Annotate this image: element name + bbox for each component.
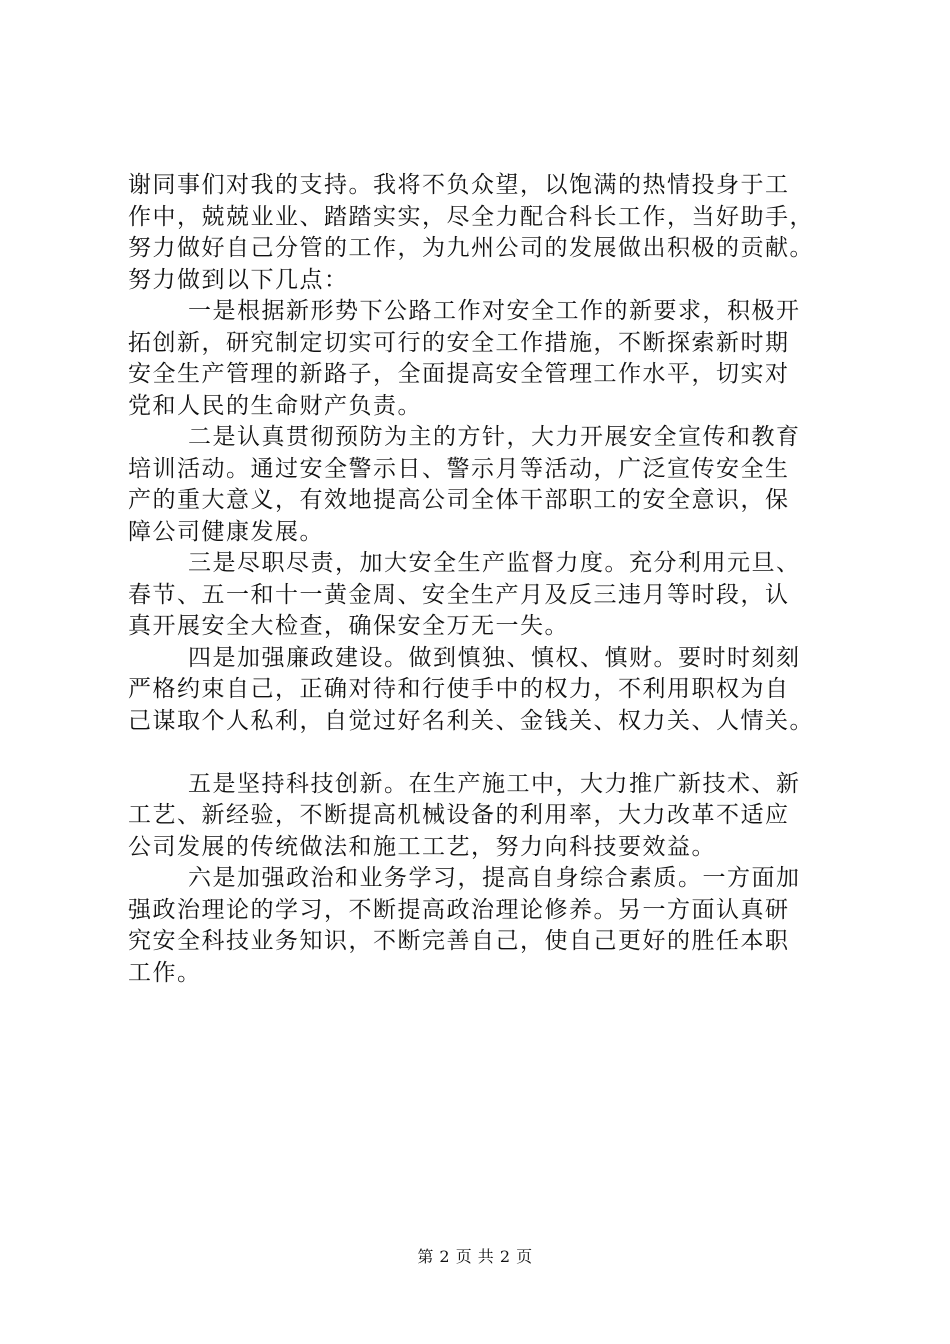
text-line: 严格约束自己，正确对待和行使手中的权力，不利用职权为自 [128,676,790,702]
text-line: 培训活动。通过安全警示日、警示月等活动，广泛宣传安全生 [128,455,790,482]
paragraph-gap [128,737,840,769]
text-line: 产的重大意义，有效地提高公司全体干部职工的安全意识，保 [128,487,790,513]
paragraph-2-line: 二是认真贯彻预防为主的方针，大力开展安全宣传和教育 [188,424,801,450]
paragraph-3-line: 三是尽职尽责，加大安全生产监督力度。充分利用元旦、 [188,550,801,576]
text-line: 工作。 [128,959,202,986]
paragraph-4-line: 四是加强廉政建设。做到慎独、慎权、慎财。要时时刻刻 [188,644,801,671]
paragraph-6-line: 六是加强政治和业务学习，提高自身综合素质。一方面加 [188,865,801,891]
page-number-footer: 第 2 页 共 2 页 [417,1247,533,1266]
text-line: 己谋取个人私利，自觉过好名利关、金钱关、权力关、人情关。 [128,707,814,734]
text-line: 安全生产管理的新路子，全面提高安全管理工作水平，切实对 [128,361,790,387]
text-line: 真开展安全大检查，确保安全万无一失。 [128,613,569,639]
text-line: 公司发展的传统做法和施工工艺，努力向科技要效益。 [128,833,716,860]
document-body [128,170,840,989]
text-line: 究安全科技业务知识，不断完善自己，使自己更好的胜任本职 [128,928,790,954]
text-line: 强政治理论的学习，不断提高政治理论修养。另一方面认真研 [128,896,790,923]
text-line: 努力做好自己分管的工作，为九州公司的发展做出积极的贡献。 [128,235,814,261]
text-line: 作中，兢兢业业、踏踏实实，尽全力配合科长工作，当好助手， [128,203,814,230]
text-line: 工艺、新经验，不断提高机械设备的利用率，大力改革不适应 [128,802,790,828]
text-line: 努力做到以下几点： [128,266,349,293]
text-line: 党和人民的生命财产负责。 [128,392,422,419]
paragraph-1-line: 一是根据新形势下公路工作对安全工作的新要求，积极开 [188,298,801,324]
text-line: 春节、五一和十一黄金周、安全生产月及反三违月等时段，认 [128,581,790,608]
text-line: 拓创新，研究制定切实可行的安全工作措施，不断探索新时期 [128,329,790,356]
text-line: 障公司健康发展。 [128,518,324,545]
text-line: 谢同事们对我的支持。我将不负众望，以饱满的热情投身于工 [128,172,790,198]
paragraph-5-line: 五是坚持科技创新。在生产施工中，大力推广新技术、新 [188,770,801,797]
